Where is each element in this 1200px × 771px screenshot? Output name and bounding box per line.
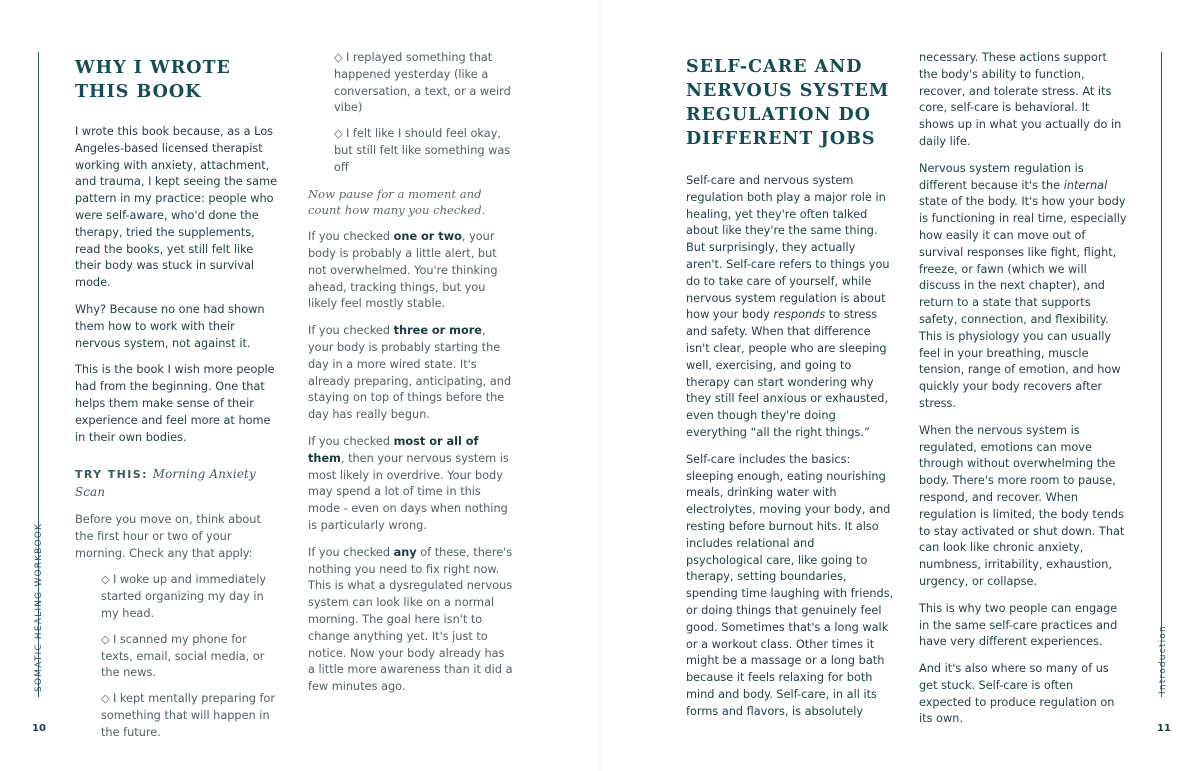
text-emphasis: responds <box>773 308 826 322</box>
diamond-icon: ◇ <box>334 51 343 64</box>
section-heading-right: SELF-CARE AND NERVOUS SYSTEM REGULATION DO DIFFERENT JOBS <box>686 57 890 149</box>
result-text: , then your nervous system is most likely in overdrive. Your body may spend a lot of time in this mode - even on days when nothing is particularly wrong. <box>308 451 509 532</box>
paragraph: This is why two people can engage in the same self-care practices and have very different experiences. <box>919 601 1118 649</box>
checklist-item <box>101 691 281 741</box>
checklist-text: I felt like I should feel okay, but still felt like something was off <box>334 127 511 174</box>
paragraph: Self-care includes the basics: sleeping enough, eating nourishing meals, drinking water with electrolytes, moving your body, and resting before burnout hits. It also includes relational and psychological care, like going to therapy, setting boundaries, spending time laughing with friends, or doing things that genuinely feel good. Sometimes that's a long walk or a workout class. Other times it might be a massage or a long bath because it feels relaxing for both mind and body. Self-care, in all its forms and flavors, is absolutely <box>686 452 894 718</box>
result-text: , your body is probably a little alert, but not overwhelmed. You're thinking ahead, tracking things, but you likely feel mostly stable. <box>308 230 498 311</box>
paragraph: necessary. These actions support the body's ability to function, recover, and tolerate stress. At its core, self-care is behavioral. It shows up in what you actually do in daily life. <box>919 51 1122 148</box>
paragraph: When the nervous system is regulated, emotions can move through without overwhelming the body. There's more room to pause, respond, and recover. When regulation is limited, the body tends to stay activated or shut down. That can look like chronic anxiety, numbness, irritability, exhaustion, urgency, or collapse. <box>919 423 1125 588</box>
gutter <box>598 0 602 771</box>
paragraph <box>686 173 894 442</box>
checklist-item <box>334 50 514 117</box>
result-text: If you checked <box>308 324 394 338</box>
right-column-1 <box>686 55 894 731</box>
right-margin-rule <box>1161 52 1162 697</box>
result-text: If you checked <box>308 434 394 448</box>
result-paragraph <box>308 229 514 313</box>
try-this-prefix: TRY THIS: <box>75 468 148 482</box>
paragraph: This is the book I wish more people had from the beginning. One that helps them make sense of their experience and feel more at home in their own bodies. <box>75 363 275 444</box>
result-emphasis: one or two <box>393 230 462 244</box>
text-run: state of the body. It's how your body is functioning in real time, especially how easily it can move out of survival responses like fight, flight, freeze, or fawn (which we will discuss in the next chapter), and return to a state that supports safety, connection, and flexibility. This is physiology you can usually feel in your breathing, muscle tension, range of emotion, and how quickly your body recovers after stress. <box>919 195 1127 410</box>
running-head-right: Introduction <box>1158 625 1168 694</box>
checklist-item <box>101 572 281 622</box>
diamond-icon: ◇ <box>101 632 110 646</box>
result-text: If you checked <box>308 545 394 559</box>
page-number-left: 10 <box>32 723 46 734</box>
text-run: Self-care and nervous system regulation both play a major role in healing, yet they're often talked about like they're the same thing. But surprisingly, they actually aren't. Self-care refers to things you do to take care of yourself, while nervous system regulation is about how your body <box>686 174 890 322</box>
text-run: Nervous system regulation is different because it's the <box>919 161 1084 192</box>
checklist-text: I kept mentally preparing for something that will happen in the future. <box>101 692 276 739</box>
checklist-text: I scanned my phone for texts, email, social media, or the news. <box>101 632 265 680</box>
paragraph <box>919 161 1127 413</box>
text-run: to stress and safety. When that difference isn't clear, people who are sleeping well, exercising, and going to therapy can start wondering why they still feel anxious or exhausted, even though they're doing everything “all the right things.” <box>686 308 889 439</box>
left-column-2 <box>308 50 514 706</box>
paragraph: Why? Because no one had shown them how to work with their nervous system, not against it. <box>75 302 265 350</box>
right-column-2 <box>919 50 1127 738</box>
result-paragraph <box>308 323 514 424</box>
result-text: of these, there's nothing you need to fix right now. This is what a dysregulated nervous system can look like on a normal morning. The goal here isn't to change anything yet. It's just to notice. Now your body already has a little more awareness than it did a few minutes ago. <box>308 545 513 694</box>
left-column-1 <box>75 56 281 751</box>
result-emphasis: any <box>393 545 417 559</box>
text-emphasis: internal <box>1063 178 1108 192</box>
result-emphasis: most or all of them <box>308 434 479 465</box>
diamond-icon: ◇ <box>101 692 110 706</box>
checklist-text: I woke up and immediately started organizing my day in my head. <box>101 573 267 620</box>
paragraph: And it's also where so many of us get stuck. Self-care is often expected to produce regulation on its own. <box>919 662 1115 726</box>
result-text: If you checked <box>308 230 394 244</box>
exercise-name: Morning Anxiety Scan <box>75 467 256 500</box>
checklist-item <box>101 632 281 682</box>
try-this-label <box>75 466 281 502</box>
paragraph: I wrote this book because, as a Los Angeles-based licensed therapist working with anxiety, attachment, and trauma, I kept seeing the same pattern in my practice: people who were self-aware, who'd done the therapy, tried the supplements, read the books, yet still felt like their body was stuck in survival mode. <box>75 125 278 290</box>
result-paragraph <box>308 545 514 696</box>
running-head-left: SOMATIC HEALING WORKBOOK <box>34 522 44 692</box>
result-emphasis: three or more <box>393 324 482 338</box>
diamond-icon: ◇ <box>334 127 343 141</box>
diamond-icon: ◇ <box>101 573 110 587</box>
page-number-right: 11 <box>1157 723 1171 734</box>
checklist-item <box>334 126 514 176</box>
result-paragraph <box>308 434 514 535</box>
exercise-intro: Before you move on, think about the first hour or two of your morning. Check any that apply: <box>75 512 261 560</box>
pause-note: Now pause for a moment and count how many you checked. <box>308 186 486 218</box>
checklist-text: I replayed something that happened yesterday (like a conversation, a text, or a weird vibe) <box>334 51 511 115</box>
result-text: , your body is probably starting the day in a more wired state. It's already preparing, anticipating, and staying on top of things before the day has really begun. <box>308 324 512 422</box>
section-heading-left: WHY I WROTE THIS BOOK <box>75 58 231 102</box>
